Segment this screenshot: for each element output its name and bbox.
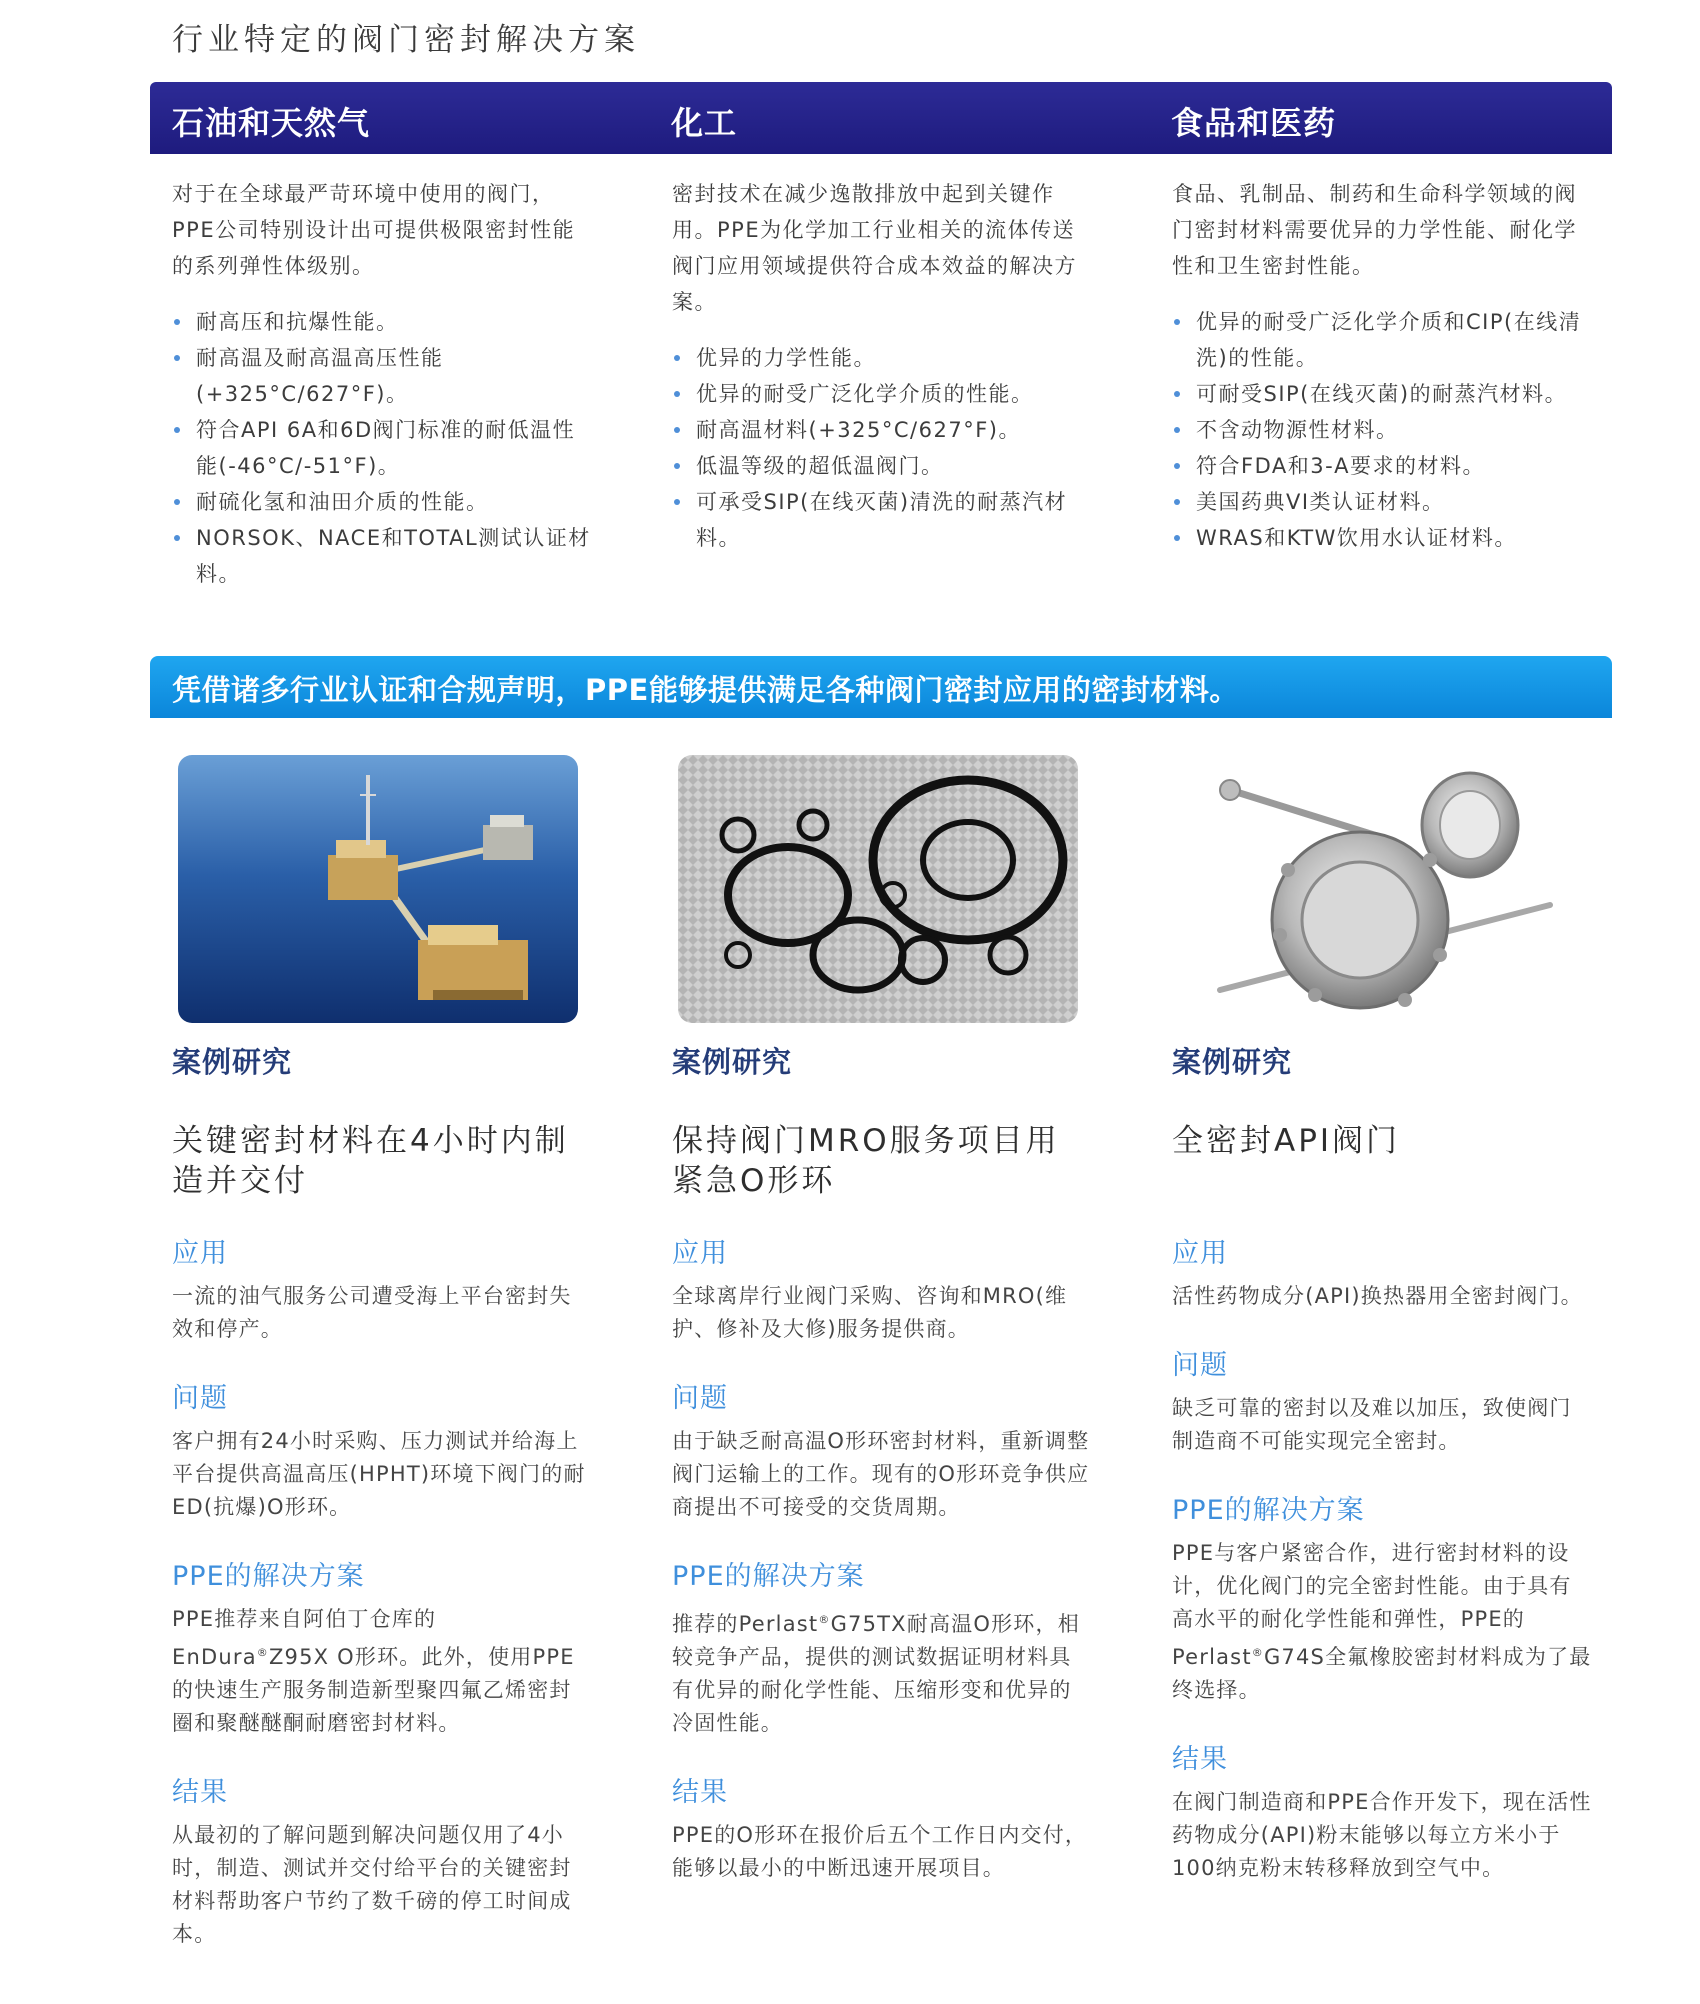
list-item: 耐硫化氢和油田介质的性能。 <box>172 484 592 520</box>
list-item: 符合FDA和3-A要求的材料。 <box>1172 448 1592 484</box>
section-body-application: 活性药物成分(API)换热器用全密封阀门。 <box>1172 1284 1583 1308</box>
section-heading-solution: PPE的解决方案 <box>172 1561 365 1592</box>
sector-intro: 对于在全球最严苛环境中使用的阀门，PPE公司特别设计出可提供极限密封性能的系列弹性体级别。 <box>172 182 576 278</box>
sector-bullet-list <box>172 304 592 592</box>
section-heading-problem: 问题 <box>672 1383 728 1414</box>
section-body-result: PPE的O形环在报价后五个工作日内交付，能够以最小的中断迅速开展项目。 <box>672 1823 1088 1880</box>
section-body-problem: 客户拥有24小时采购、压力测试并给海上平台提供高温高压(HPHT)环境下阀门的耐ED(抗爆)O形环。 <box>172 1429 586 1519</box>
section-body-application: 一流的油气服务公司遭受海上平台密封失效和停产。 <box>172 1284 572 1341</box>
sector-intro: 食品、乳制品、制药和生命科学领域的阀门密封材料需要优异的力学性能、耐化学性和卫生密封性能。 <box>1172 182 1577 278</box>
section-body-problem: 由于缺乏耐高温O形环密封材料，重新调整阀门运输上的工作。现有的O形环竞争供应商提出不可接受的交货周期。 <box>672 1429 1090 1519</box>
section-heading-application: 应用 <box>672 1238 728 1269</box>
section-heading-application: 应用 <box>1172 1238 1228 1269</box>
section-body-application: 全球离岸行业阀门采购、咨询和MRO(维护、修补及大修)服务提供商。 <box>672 1284 1068 1341</box>
section-heading-result: 结果 <box>1172 1744 1228 1775</box>
list-item: NORSOK、NACE和TOTAL测试认证材料。 <box>172 520 592 592</box>
list-item: 可承受SIP(在线灭菌)清洗的耐蒸汽材料。 <box>672 484 1092 556</box>
section-heading-solution: PPE的解决方案 <box>1172 1495 1365 1526</box>
case-study-column-2 <box>672 1040 1092 1885</box>
case-study-title: 关键密封材料在4小时内制造并交付 <box>172 1123 569 1199</box>
sector-column-food-pharma <box>1172 176 1592 556</box>
section-body-problem: 缺乏可靠的密封以及难以加压，致使阀门制造商不可能实现完全密封。 <box>1172 1396 1572 1453</box>
case-study-title: 保持阀门MRO服务项目用紧急O形环 <box>672 1123 1060 1199</box>
case-study-label: 案例研究 <box>1172 1045 1293 1079</box>
sector-column-chemical <box>672 176 1092 556</box>
sector-title-chemical: 化工 <box>671 104 738 142</box>
list-item: 耐高温及耐高温高压性能(+325°C/627°F)。 <box>172 340 592 412</box>
case-study-column-3 <box>1172 1040 1592 1885</box>
certification-banner <box>150 656 1612 718</box>
list-item: 优异的力学性能。 <box>672 340 1092 376</box>
list-item: 优异的耐受广泛化学介质的性能。 <box>672 376 1092 412</box>
case-study-column-1 <box>172 1040 592 1951</box>
section-heading-application: 应用 <box>172 1238 228 1269</box>
section-body-result: 从最初的了解问题到解决问题仅用了4小时，制造、测试并交付给平台的关键密封材料帮助客户节约了数千磅的停工时间成本。 <box>172 1823 572 1946</box>
list-item: 耐高温材料(+325°C/627°F)。 <box>672 412 1092 448</box>
section-heading-problem: 问题 <box>1172 1350 1228 1381</box>
list-item: 符合API 6A和6D阀门标准的耐低温性能(-46°C/-51°F)。 <box>172 412 592 484</box>
list-item: 可耐受SIP(在线灭菌)的耐蒸汽材料。 <box>1172 376 1592 412</box>
section-body-result: 在阀门制造商和PPE合作开发下，现在活性药物成分(API)粉末能够以每立方米小于100纳克粉末转移释放到空气中。 <box>1172 1790 1592 1880</box>
section-body-solution: PPE推荐来自阿伯丁仓库的EnDura®Z95X O形环。此外，使用PPE的快速生产服务制造新型聚四氟乙烯密封圈和聚醚醚酮耐磨密封材料。 <box>172 1607 575 1735</box>
banner-text: 凭借诸多行业认证和合规声明，PPE能够提供满足各种阀门密封应用的密封材料。 <box>172 673 1239 707</box>
section-heading-result: 结果 <box>172 1777 228 1808</box>
list-item: 低温等级的超低温阀门。 <box>672 448 1092 484</box>
o-rings-photo <box>678 755 1078 1023</box>
sector-bullet-list <box>672 340 1092 556</box>
offshore-platform-photo <box>178 755 578 1023</box>
sector-title-oil-gas: 石油和天然气 <box>172 104 371 142</box>
list-item: 耐高压和抗爆性能。 <box>172 304 592 340</box>
list-item: 不含动物源性材料。 <box>1172 412 1592 448</box>
case-study-title: 全密封API阀门 <box>1172 1123 1401 1159</box>
page-title: 行业特定的阀门密封解决方案 <box>172 22 640 58</box>
sector-column-oil-gas <box>172 176 592 592</box>
sector-bullet-list <box>1172 304 1592 556</box>
list-item: 美国药典VI类认证材料。 <box>1172 484 1592 520</box>
sector-intro: 密封技术在减少逸散排放中起到关键作用。PPE为化学加工行业相关的流体传送阀门应用领域提供符合成本效益的解决方案。 <box>672 182 1077 314</box>
list-item: 优异的耐受广泛化学介质和CIP(在线清洗)的性能。 <box>1172 304 1592 376</box>
list-item: WRAS和KTW饮用水认证材料。 <box>1172 520 1592 556</box>
section-heading-result: 结果 <box>672 1777 728 1808</box>
case-study-label: 案例研究 <box>172 1045 293 1079</box>
sanitary-valve-photo <box>1190 755 1590 1023</box>
section-heading-problem: 问题 <box>172 1383 228 1414</box>
sector-header-bar <box>150 82 1612 154</box>
section-body-solution: PPE与客户紧密合作，进行密封材料的设计，优化阀门的完全密封性能。由于具有高水平的耐化学性能和弹性，PPE的Perlast®G74S全氟橡胶密封材料成为了最终选择。 <box>1172 1541 1592 1702</box>
sector-title-food-pharma: 食品和医药 <box>1171 104 1337 142</box>
section-heading-solution: PPE的解决方案 <box>672 1561 865 1592</box>
case-study-label: 案例研究 <box>672 1045 793 1079</box>
section-body-solution: 推荐的Perlast®G75TX耐高温O形环，相较竞争产品，提供的测试数据证明材料具有优异的耐化学性能、压缩形变和优异的冷固性能。 <box>672 1612 1080 1735</box>
